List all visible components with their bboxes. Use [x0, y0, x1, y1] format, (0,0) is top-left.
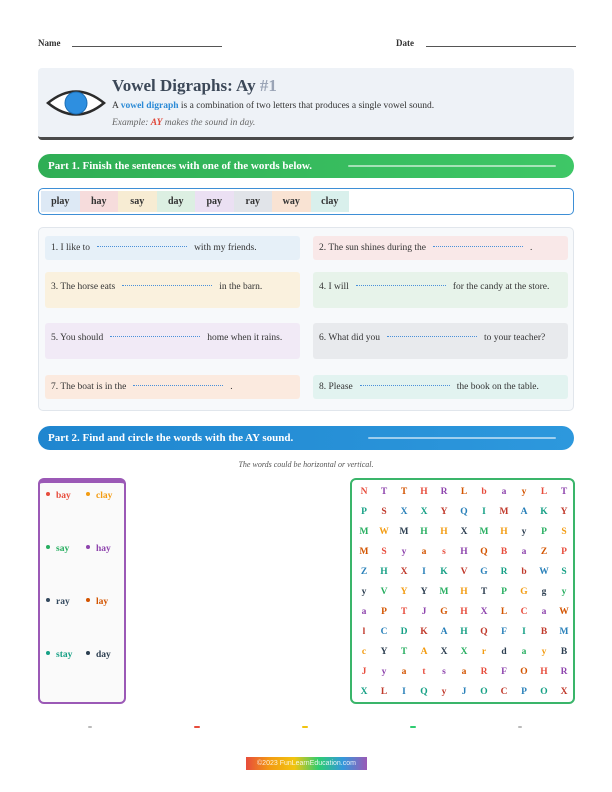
- grid-letter[interactable]: X: [440, 647, 448, 657]
- word-bank-item: ray: [234, 191, 273, 212]
- grid-letter[interactable]: K: [440, 567, 448, 577]
- grid-letter[interactable]: T: [560, 487, 568, 497]
- word-list-text: ray: [56, 597, 70, 607]
- grid-letter[interactable]: y: [521, 487, 527, 497]
- def-keyword: vowel digraph: [120, 101, 179, 111]
- name-label: Name: [38, 38, 61, 48]
- title-number: #1: [259, 76, 277, 95]
- grid-letter[interactable]: X: [460, 647, 468, 657]
- grid-letter[interactable]: X: [420, 507, 428, 517]
- grid-letter[interactable]: R: [440, 487, 448, 497]
- grid-letter[interactable]: c: [361, 647, 367, 657]
- word-bank-item: say: [118, 191, 157, 212]
- grid-letter[interactable]: M: [359, 527, 369, 537]
- sentence-text: 2. The sun shines during the: [319, 243, 426, 253]
- grid-letter[interactable]: O: [520, 667, 528, 677]
- def-pre: A: [112, 101, 119, 111]
- grid-letter[interactable]: X: [560, 687, 568, 697]
- grid-letter[interactable]: a: [501, 487, 507, 497]
- grid-letter[interactable]: Y: [380, 647, 388, 657]
- grid-letter[interactable]: I: [482, 507, 486, 517]
- def-post: is a combination of two letters that produces a single vowel sound.: [180, 101, 435, 111]
- grid-letter[interactable]: X: [400, 567, 408, 577]
- grid-letter[interactable]: S: [381, 547, 387, 557]
- bullet-dot: [46, 598, 50, 602]
- example-post: makes the sound in day.: [164, 118, 256, 128]
- grid-letter[interactable]: a: [521, 647, 527, 657]
- word-list-item: [86, 544, 111, 554]
- grid-letter[interactable]: F: [501, 667, 507, 677]
- grid-letter[interactable]: y: [361, 587, 367, 597]
- search-hint: The words could be horizontal or vertical.: [238, 460, 374, 469]
- word-list-text: hay: [96, 544, 111, 554]
- eye-icon: [46, 86, 106, 120]
- word-bank-item: way: [272, 191, 311, 212]
- grid-letter[interactable]: S: [381, 507, 387, 517]
- word-bank-item: pay: [195, 191, 234, 212]
- grid-letter[interactable]: a: [461, 667, 467, 677]
- grid-letter[interactable]: a: [361, 607, 367, 617]
- grid-letter[interactable]: y: [541, 647, 547, 657]
- answer-blank[interactable]: [360, 385, 450, 386]
- grid-letter[interactable]: d: [501, 647, 507, 657]
- sentence-text: 7. The boat is in the: [51, 382, 127, 392]
- answer-blank[interactable]: [110, 336, 200, 337]
- name-date-bar: [38, 38, 576, 50]
- word-list-text: stay: [56, 650, 73, 660]
- sentence-text: 8. Please: [319, 382, 353, 392]
- grid-letter[interactable]: T: [400, 647, 408, 657]
- sentence-text: 3. The horse eats: [51, 282, 116, 292]
- word-list-item: [86, 650, 111, 660]
- grid-letter[interactable]: X: [480, 607, 488, 617]
- sentence-text: home when it rains.: [207, 333, 283, 343]
- grid-letter[interactable]: g: [541, 587, 547, 597]
- grid-letter[interactable]: W: [559, 607, 569, 617]
- grid-letter[interactable]: A: [520, 507, 528, 517]
- answer-blank[interactable]: [97, 246, 187, 247]
- word-list-item: [46, 491, 71, 501]
- sentence-text: with my friends.: [194, 243, 257, 253]
- word-list-text: bay: [56, 491, 71, 501]
- part1-title: Part 1. Finish the sentences with one of the words below.: [48, 160, 312, 172]
- grid-letter[interactable]: V: [460, 567, 468, 577]
- grid-letter[interactable]: I: [522, 627, 526, 637]
- example-pre: Example:: [112, 118, 149, 128]
- word-search-grid: [350, 478, 575, 704]
- grid-letter[interactable]: H: [460, 627, 468, 637]
- grid-letter[interactable]: J: [421, 607, 427, 617]
- grid-letter[interactable]: J: [461, 687, 467, 697]
- grid-letter[interactable]: H: [460, 607, 468, 617]
- bullet-dot: [86, 545, 90, 549]
- grid-letter[interactable]: b: [481, 487, 487, 497]
- sentence-item: [45, 323, 300, 359]
- bullet-dot: [86, 598, 90, 602]
- grid-letter[interactable]: Z: [540, 547, 548, 557]
- grid-letter[interactable]: G: [520, 587, 528, 597]
- sentence-item: [45, 236, 300, 260]
- sentence-text: .: [230, 382, 233, 392]
- grid-letter[interactable]: H: [540, 667, 548, 677]
- bullet-dot: [46, 492, 50, 496]
- grid-letter[interactable]: C: [520, 607, 528, 617]
- page-title: [112, 76, 277, 96]
- sentence-item: [313, 323, 568, 359]
- grid-letter[interactable]: T: [400, 607, 408, 617]
- word-bank-item: play: [41, 191, 80, 212]
- grid-letter[interactable]: W: [539, 567, 549, 577]
- grid-letter[interactable]: B: [560, 647, 568, 657]
- grid-letter[interactable]: Q: [460, 507, 468, 517]
- grid-letter[interactable]: a: [541, 607, 547, 617]
- sentence-item: [313, 375, 568, 399]
- grid-letter[interactable]: s: [442, 667, 446, 677]
- grid-letter[interactable]: P: [361, 507, 367, 517]
- grid-letter[interactable]: N: [360, 487, 368, 497]
- grid-letter[interactable]: S: [561, 567, 567, 577]
- decorative-dash: [518, 726, 522, 728]
- sentence-text: the book on the table.: [456, 382, 539, 392]
- grid-letter[interactable]: y: [521, 527, 527, 537]
- grid-letter[interactable]: L: [380, 687, 388, 697]
- grid-letter[interactable]: I: [422, 567, 426, 577]
- grid-letter[interactable]: R: [500, 567, 508, 577]
- grid-letter[interactable]: M: [479, 527, 489, 537]
- word-bank: [38, 188, 574, 215]
- grid-letter[interactable]: Q: [480, 547, 488, 557]
- grid-letter[interactable]: R: [560, 667, 568, 677]
- sentence-item: [313, 236, 568, 260]
- part2-banner: [38, 426, 574, 450]
- grid-letter[interactable]: T: [380, 487, 388, 497]
- bullet-dot: [46, 651, 50, 655]
- grid-letter[interactable]: y: [441, 687, 447, 697]
- example-ay: AY: [150, 118, 163, 128]
- grid-letter[interactable]: P: [501, 587, 507, 597]
- grid-letter[interactable]: K: [420, 627, 428, 637]
- bullet-dot: [86, 492, 90, 496]
- grid-letter[interactable]: L: [460, 487, 468, 497]
- bullet-dot: [46, 545, 50, 549]
- word-list-item: [86, 597, 108, 607]
- word-search-list: [38, 478, 126, 704]
- grid-letter[interactable]: Q: [420, 687, 428, 697]
- grid-letter[interactable]: H: [440, 527, 448, 537]
- sentence-text: 5. You should: [51, 333, 104, 343]
- grid-letter[interactable]: H: [420, 527, 428, 537]
- word-bank-item: day: [157, 191, 196, 212]
- grid-letter[interactable]: A: [440, 627, 448, 637]
- date-label: Date: [396, 38, 414, 48]
- grid-letter[interactable]: P: [541, 527, 547, 537]
- word-list-text: clay: [96, 491, 113, 501]
- grid-letter[interactable]: P: [561, 547, 567, 557]
- example-text: [112, 118, 255, 128]
- grid-letter[interactable]: y: [381, 667, 387, 677]
- grid-letter[interactable]: r: [481, 647, 487, 657]
- grid-letter[interactable]: H: [380, 567, 388, 577]
- word-list-text: day: [96, 650, 111, 660]
- footer-credit: ©2023 FunLearnEducation.com: [246, 757, 367, 770]
- bullet-dot: [86, 651, 90, 655]
- grid-letter[interactable]: Y: [420, 587, 428, 597]
- sentence-text: to your teacher?: [484, 333, 546, 343]
- grid-letter[interactable]: b: [521, 567, 527, 577]
- grid-letter[interactable]: y: [401, 547, 407, 557]
- word-bank-item: clay: [311, 191, 350, 212]
- name-line[interactable]: [72, 46, 222, 47]
- grid-letter[interactable]: B: [540, 627, 548, 637]
- sentence-text: .: [529, 243, 533, 253]
- word-list-item: [46, 597, 70, 607]
- grid-letter[interactable]: a: [401, 667, 407, 677]
- answer-blank[interactable]: [387, 336, 477, 337]
- grid-letter[interactable]: C: [500, 687, 508, 697]
- grid-letter[interactable]: M: [359, 547, 369, 557]
- grid-letter[interactable]: C: [380, 627, 388, 637]
- decorative-dash: [194, 726, 200, 728]
- sentence-item: [313, 272, 568, 308]
- grid-letter[interactable]: K: [540, 507, 548, 517]
- sentence-item: [45, 272, 300, 308]
- grid-letter[interactable]: V: [380, 587, 388, 597]
- answer-blank[interactable]: [433, 246, 523, 247]
- sentence-text: 6. What did you: [319, 333, 381, 343]
- part2-title: Part 2. Find and circle the words with the AY sound.: [48, 432, 294, 444]
- grid-letter[interactable]: B: [500, 547, 508, 557]
- date-line[interactable]: [426, 46, 576, 47]
- sentence-text: for the candy at the store.: [452, 282, 550, 292]
- grid-letter[interactable]: H: [500, 527, 508, 537]
- sentence-text: in the barn.: [219, 282, 263, 292]
- grid-letter[interactable]: P: [381, 607, 387, 617]
- decorative-dash: [410, 726, 416, 728]
- grid-letter[interactable]: R: [480, 667, 488, 677]
- grid-letter[interactable]: M: [399, 527, 409, 537]
- word-list-item: [46, 650, 72, 660]
- grid-letter[interactable]: M: [439, 587, 449, 597]
- grid-letter[interactable]: S: [561, 527, 567, 537]
- definition-text: [112, 101, 434, 111]
- grid-letter[interactable]: Q: [480, 627, 488, 637]
- grid-letter[interactable]: a: [521, 547, 527, 557]
- part1-banner: [38, 154, 574, 178]
- grid-letter[interactable]: G: [480, 567, 488, 577]
- grid-letter[interactable]: D: [400, 627, 408, 637]
- grid-letter[interactable]: l: [362, 627, 366, 637]
- answer-blank[interactable]: [133, 385, 223, 386]
- sentence-text: 1. I like to: [51, 243, 91, 253]
- grid-letter[interactable]: Y: [440, 507, 448, 517]
- grid-letter[interactable]: T: [400, 487, 408, 497]
- word-list-text: say: [56, 544, 70, 554]
- word-list-item: [86, 491, 112, 501]
- grid-letter[interactable]: T: [480, 587, 488, 597]
- decorative-dash: [302, 726, 308, 728]
- grid-letter[interactable]: O: [480, 687, 488, 697]
- worksheet-header: [38, 68, 574, 140]
- banner-decoration: [348, 165, 556, 167]
- grid-letter[interactable]: s: [442, 547, 446, 557]
- grid-letter[interactable]: O: [540, 687, 548, 697]
- sentence-panel: [38, 227, 574, 411]
- grid-letter[interactable]: I: [402, 687, 406, 697]
- sentence-item: [45, 375, 300, 399]
- grid-letter[interactable]: J: [361, 667, 367, 677]
- grid-letter[interactable]: L: [540, 487, 548, 497]
- answer-blank[interactable]: [356, 285, 446, 286]
- grid-letter[interactable]: H: [420, 487, 428, 497]
- grid-letter[interactable]: H: [460, 547, 468, 557]
- grid-letter[interactable]: t: [422, 667, 426, 677]
- grid-letter[interactable]: a: [421, 547, 427, 557]
- word-bank-item: hay: [80, 191, 119, 212]
- grid-letter[interactable]: W: [379, 527, 389, 537]
- grid-letter[interactable]: Y: [560, 507, 568, 517]
- title-main: Vowel Digraphs: Ay: [112, 76, 256, 95]
- grid-letter[interactable]: M: [499, 507, 509, 517]
- answer-blank[interactable]: [122, 285, 212, 286]
- word-list-item: [46, 544, 69, 554]
- word-list-text: lay: [96, 597, 109, 607]
- sentence-text: 4. I will: [319, 282, 349, 292]
- decorative-dash: [88, 726, 92, 728]
- grid-letter[interactable]: M: [559, 627, 569, 637]
- grid-letter[interactable]: Y: [400, 587, 408, 597]
- grid-letter[interactable]: Z: [360, 567, 368, 577]
- grid-letter[interactable]: F: [501, 627, 507, 637]
- grid-letter[interactable]: X: [360, 687, 368, 697]
- grid-letter[interactable]: L: [500, 607, 508, 617]
- grid-letter[interactable]: P: [521, 687, 527, 697]
- grid-letter[interactable]: A: [420, 647, 428, 657]
- grid-letter[interactable]: X: [460, 527, 468, 537]
- grid-letter[interactable]: G: [440, 607, 448, 617]
- grid-letter[interactable]: y: [561, 587, 567, 597]
- grid-letter[interactable]: H: [460, 587, 468, 597]
- grid-letter[interactable]: X: [400, 507, 408, 517]
- banner-decoration: [368, 437, 556, 439]
